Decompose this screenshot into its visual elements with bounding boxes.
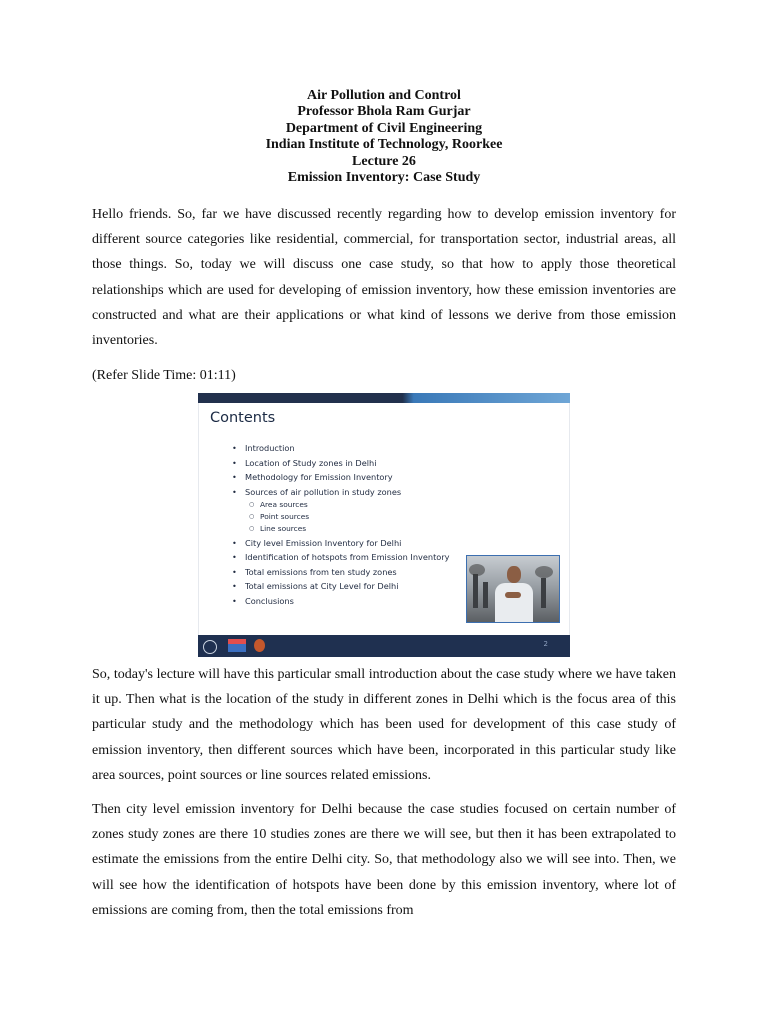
lecture-overview-paragraph: So, today's lecture will have this particular small introduction about the case study where we have taken it up. Then what is the location of the study in different zones in Delhi which is the focus area of this particular study and the methodology which has been used for development of this case study of emission inventory, then different sources which have been, incorporated in this particular study like area sources, point sources or line sources related emissions. — [92, 667, 676, 783]
slide-item — [232, 470, 450, 485]
slide-item — [232, 441, 450, 456]
lecture-topic: Emission Inventory: Case Study — [287, 170, 481, 186]
bullet-icon: • — [232, 566, 237, 577]
bullet-icon: • — [232, 457, 237, 468]
bullet-icon: ○ — [249, 501, 255, 508]
slide-item — [232, 456, 450, 471]
slide-title: Contents — [210, 410, 276, 426]
slide-item-text: Conclusions — [245, 595, 294, 606]
institute-name: Indian Institute of Technology, Roorkee — [265, 137, 503, 153]
slide-item — [232, 579, 450, 594]
bullet-icon: • — [232, 581, 237, 592]
department-name: Department of Civil Engineering — [285, 120, 483, 136]
bullet-icon: • — [232, 595, 237, 606]
professor-name: Professor Bhola Ram Gurjar — [297, 104, 471, 120]
slide-item-text: Area sources — [260, 500, 308, 509]
slide-header-bar — [198, 393, 570, 403]
swayam-logo-icon — [228, 639, 246, 652]
slide-item-text: Methodology for Emission Inventory — [245, 472, 393, 482]
bullet-icon: • — [232, 537, 237, 548]
slide-item-text: Sources of air pollution in study zones — [245, 486, 402, 497]
bullet-icon: • — [232, 472, 237, 482]
presenter-video-thumbnail — [466, 555, 560, 623]
slide-time-reference: (Refer Slide Time: 01:11) — [92, 368, 236, 383]
bullet-icon: • — [232, 552, 237, 563]
slide-item — [232, 565, 450, 580]
slide-item-text: Line sources — [260, 524, 307, 534]
slide-item-text: Location of Study zones in Delhi — [245, 457, 377, 468]
bullet-icon: ○ — [249, 513, 255, 521]
slide-item — [232, 550, 450, 565]
slide-page-number: 2 — [543, 640, 548, 648]
lecture-number: Lecture 26 — [352, 153, 416, 169]
city-level-paragraph: Then city level emission inventory for Delhi because the case studies focused on certain number of zones study zones are there 10 studies zones are there we will see, but then it has been extrapolated to estimate the emissions from the entire Delhi city. So, that methodology also we will see into. Then, we will see how the identification of hotspots have been done by this emission inventory, where lot of emissions are coming from, then the total emissions from — [92, 802, 676, 918]
document-title-block — [0, 88, 768, 186]
slide-item-text: Introduction — [245, 443, 295, 453]
slide-item-text: Identification of hotspots from Emission Inventory — [245, 552, 450, 563]
nptel-logo-icon — [254, 639, 265, 652]
lecture-slide — [198, 393, 570, 657]
slide-item-text: Point sources — [260, 512, 310, 522]
bullet-icon: • — [232, 486, 237, 497]
slide-contents-list — [232, 441, 450, 608]
slide-subitem — [232, 499, 450, 511]
slide-footer-bar — [198, 635, 570, 657]
slide-subitem — [232, 523, 450, 535]
slide-item-text: Total emissions from ten study zones — [245, 566, 397, 577]
intro-paragraph: Hello friends. So, far we have discussed recently regarding how to develop emission inventory for different source categories like residential, commercial, for transportation sector, industrial areas, all those things. So, today we will discuss one case study, so that how to apply those theoretical relationships which are used for developing of emission inventory, how these emission inventories are constructed and what are their applications or what kind of lessons we derive from those emission inventories. — [92, 207, 676, 349]
slide-subitem — [232, 511, 450, 523]
iit-logo-icon — [203, 640, 217, 654]
slide-item — [232, 485, 450, 500]
bullet-icon: • — [232, 443, 237, 453]
slide-item — [232, 536, 450, 551]
slide-item-text: Total emissions at City Level for Delhi — [245, 581, 399, 592]
slide-item — [232, 594, 450, 609]
course-title: Air Pollution and Control — [307, 88, 461, 103]
bullet-icon: ○ — [249, 525, 255, 533]
slide-item-text: City level Emission Inventory for Delhi — [245, 537, 402, 548]
